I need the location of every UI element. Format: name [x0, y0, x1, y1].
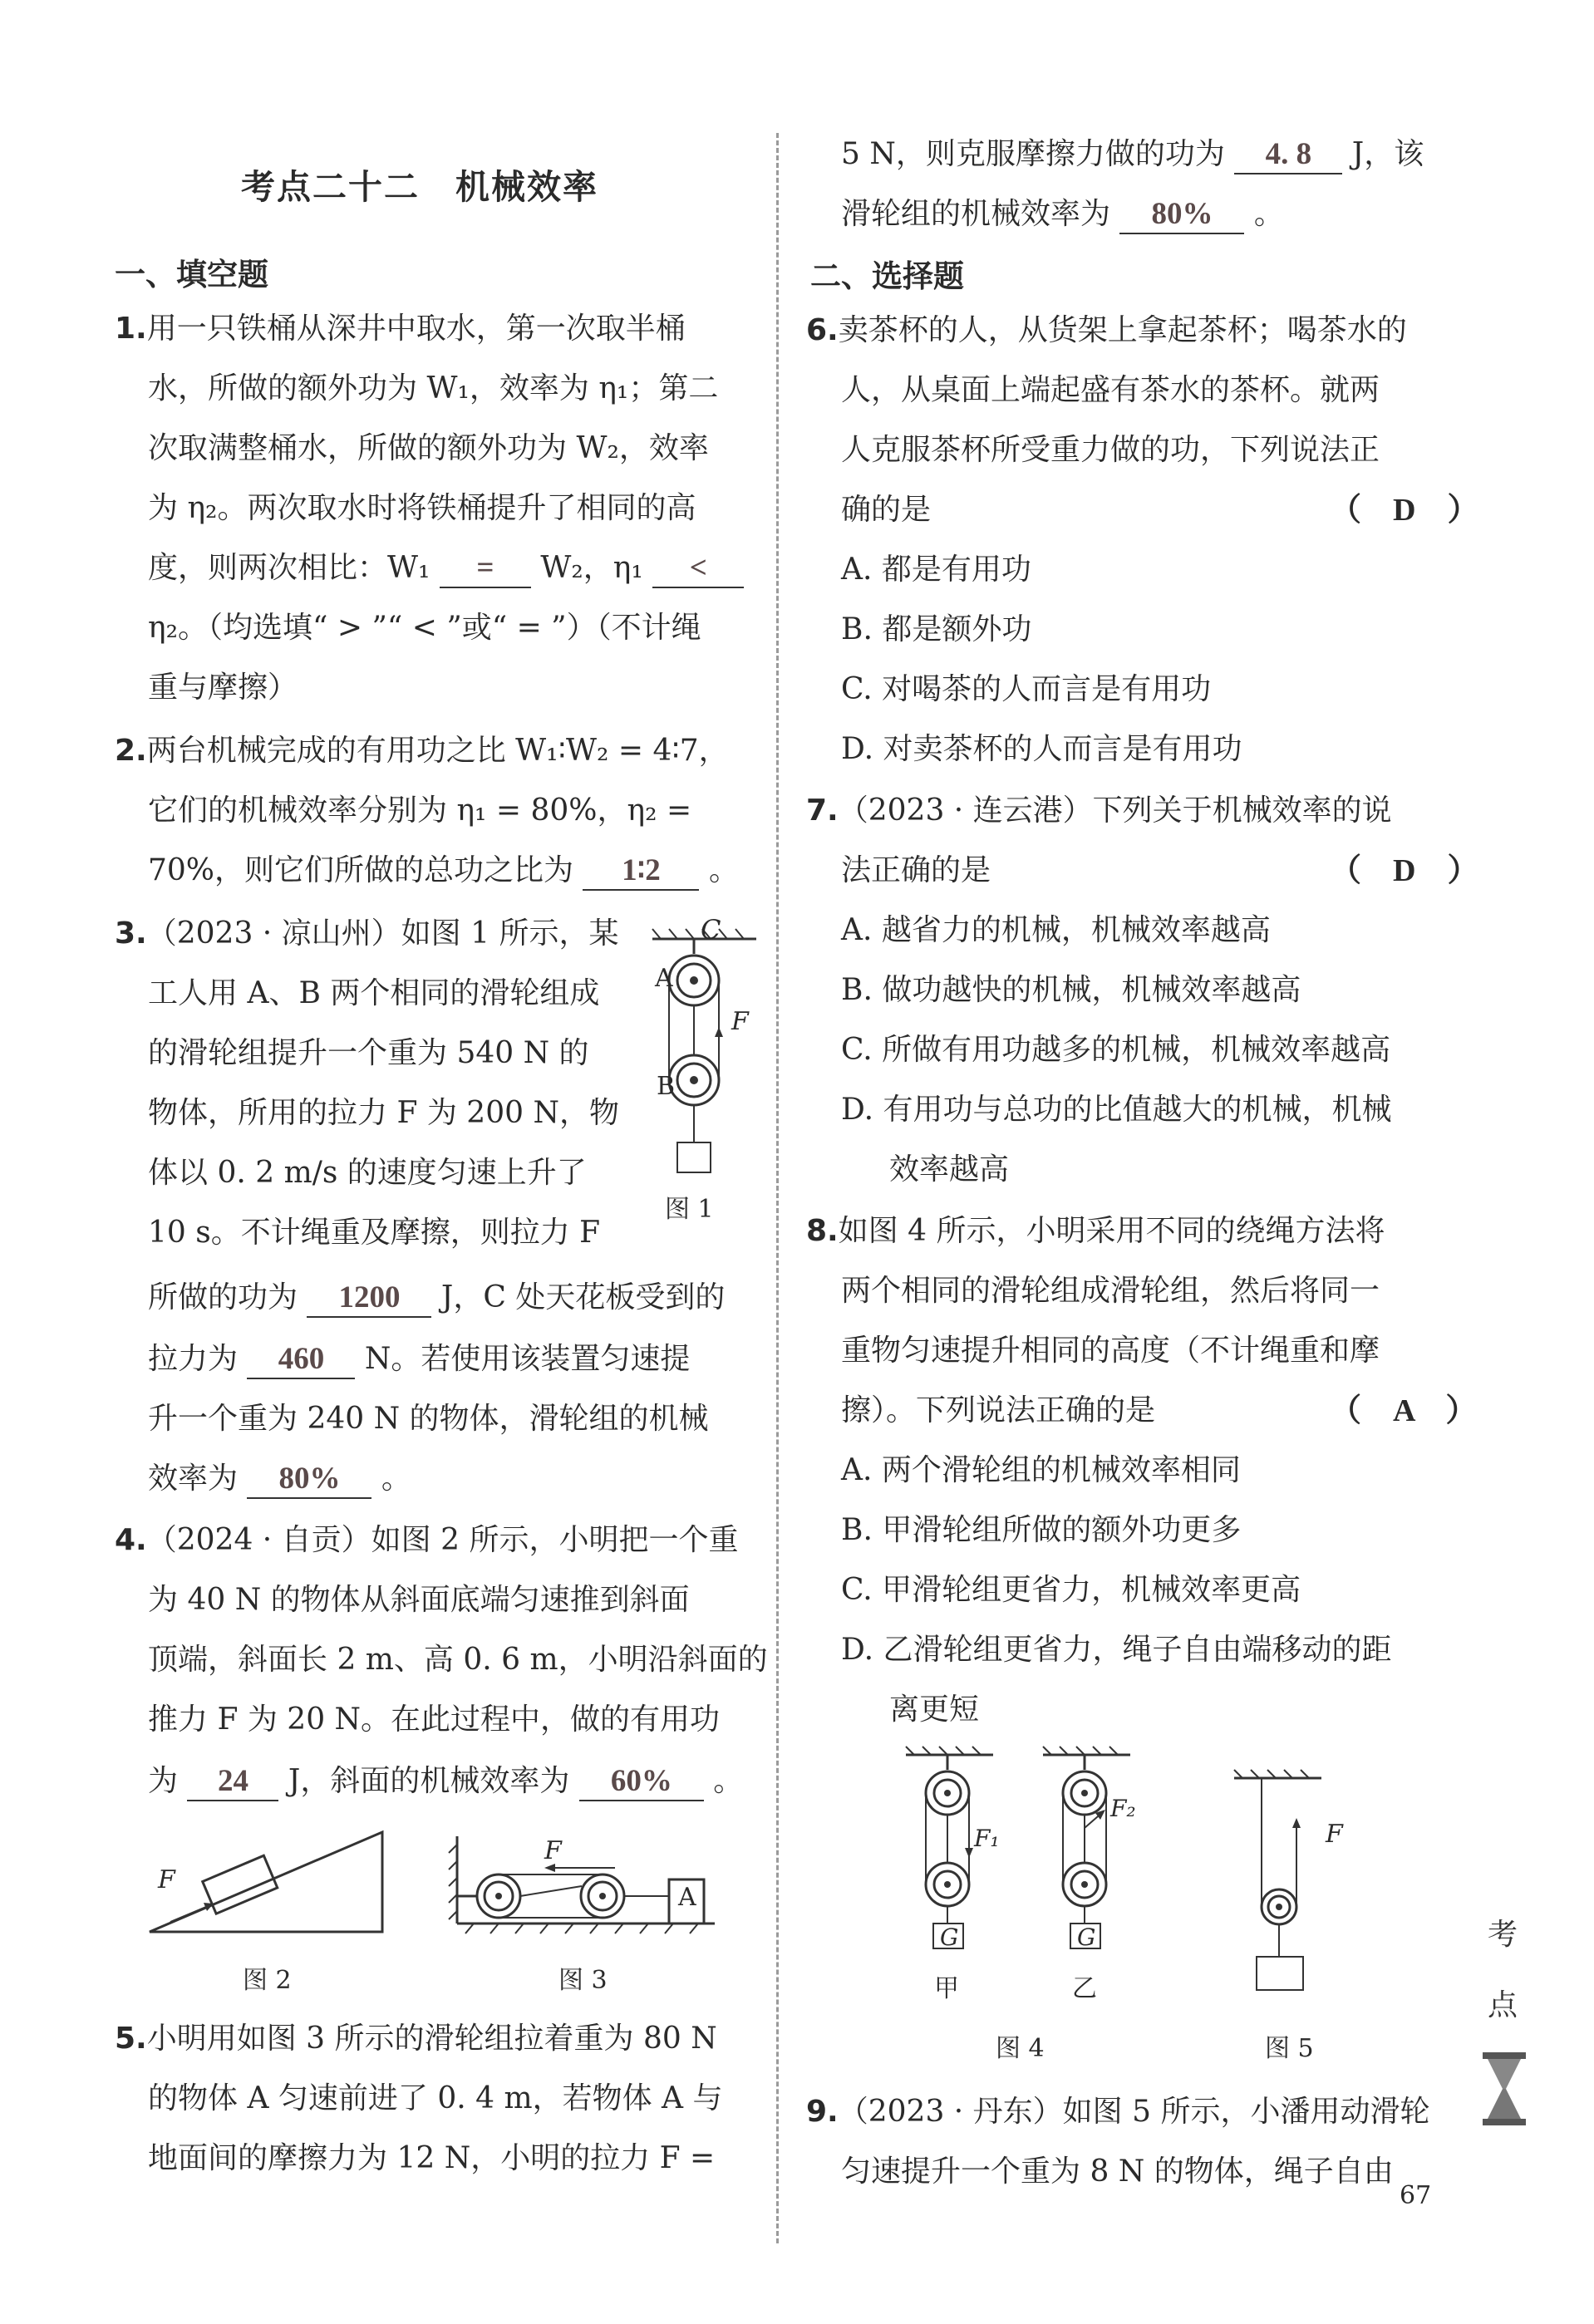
q6-line2: 人，从桌面上端起盛有茶水的茶杯。就两	[841, 373, 1380, 407]
hourglass-icon	[1481, 2051, 1528, 2127]
q4-line3: 顶端，斜面长 2 m、高 0. 6 m，小明沿斜面的	[148, 1643, 768, 1677]
q6-option-c: C. 对喝茶的人而言是有用功	[841, 672, 1212, 706]
side-tab-char-2: 点	[1488, 1988, 1518, 2022]
column-divider	[776, 133, 779, 2243]
q1-line1: 用一只铁桶从深井中取水，第一次取半桶	[146, 312, 686, 346]
q2-line3a: 70%，则它们所做的总功之比为	[148, 853, 574, 887]
q4-answer-1: 24	[187, 1763, 278, 1801]
figure-1-pulley	[648, 914, 765, 1196]
q4-line5c: 。	[713, 1764, 744, 1798]
figure-1-label-f: F	[731, 1007, 749, 1036]
q3-line7a: 所做的功为	[148, 1280, 298, 1314]
q3-line10a: 效率为	[148, 1462, 239, 1496]
q9-number: 9.	[806, 2095, 839, 2129]
q6-line4: 确的是	[841, 493, 932, 527]
figure-2-incline	[145, 1824, 395, 1940]
q8-line1: 如图 4 所示，小明采用不同的绕绳方法将	[838, 1214, 1385, 1248]
q1-answer-1: =	[440, 550, 531, 588]
q5-answer-1: 4. 8	[1234, 136, 1342, 174]
q1-line7: 重与摩擦）	[148, 671, 298, 705]
q5-line3: 地面间的摩擦力为 12 N，小明的拉力 F =	[148, 2141, 716, 2175]
q6-number: 6.	[806, 313, 839, 347]
q3-line5: 体以 0. 2 m/s 的速度匀速上升了	[148, 1156, 587, 1190]
q8-option-a: A. 两个滑轮组的机械效率相同	[841, 1453, 1241, 1487]
q7-option-c: C. 所做有用功越多的机械，机械效率越高	[841, 1033, 1391, 1067]
q2-line1: 两台机械完成的有用功之比 W₁∶W₂ = 4∶7，	[146, 734, 729, 768]
figure-4-f1-label: F₁	[974, 1825, 1000, 1852]
figure-2-label-f: F	[158, 1865, 175, 1894]
figure-5-caption: 图 5	[1265, 2034, 1314, 2063]
figure-4-yi-caption: 乙	[1072, 1974, 1097, 2003]
q1-line6: η₂。（均选填“ > ”“ < ”或“ = ”）（不计绳	[148, 611, 701, 645]
q3-line1: （2023 · 凉山州）如图 1 所示，某	[146, 916, 619, 951]
q1-line4: 为 η₂。两次取水时将铁桶提升了相同的高	[148, 491, 696, 525]
q6-option-d: D. 对卖茶杯的人而言是有用功	[841, 732, 1242, 766]
q5-line1: 小明用如图 3 所示的滑轮组拉着重为 80 N	[146, 2022, 717, 2056]
q4-answer-2: 60%	[579, 1763, 704, 1801]
q2-answer-1: 1∶2	[583, 852, 699, 891]
q6-line3: 人克服茶杯所受重力做的功，下列说法正	[841, 433, 1380, 467]
q7-option-a: A. 越省力的机械，机械效率越高	[841, 913, 1271, 947]
q1-line3: 次取满整桶水，所做的额外功为 W₂，效率	[148, 431, 709, 465]
q4-line5a: 为	[148, 1764, 179, 1798]
q4-number: 4.	[115, 1523, 147, 1557]
q5-line5a: 滑轮组的机械效率为	[841, 197, 1111, 231]
q2-number: 2.	[115, 734, 147, 768]
q3-answer-3: 80%	[247, 1461, 371, 1499]
q6-answer: （ D ）	[1330, 493, 1479, 528]
figure-2-caption: 图 2	[243, 1966, 292, 1995]
q3-line8a: 拉力为	[148, 1342, 239, 1376]
q9-line1: （2023 · 丹东）如图 5 所示，小潘用动滑轮	[838, 2095, 1430, 2129]
figure-3-caption: 图 3	[558, 1966, 608, 1995]
q9-line2: 匀速提升一个重为 8 N 的物体，绳子自由	[841, 2154, 1394, 2189]
q1-line5b: W₂，η₁	[540, 551, 643, 585]
q3-line4: 物体，所用的拉力 F 为 200 N，物	[148, 1096, 619, 1130]
q3-line2: 工人用 A、B 两个相同的滑轮组成	[148, 976, 600, 1010]
q4-line5b: J，斜面的机械效率为	[288, 1764, 570, 1798]
section-fill-in: 一、填空题	[115, 257, 268, 292]
q8-option-d-cont: 离更短	[889, 1693, 980, 1727]
q6-option-a: A. 都是有用功	[841, 553, 1031, 587]
q3-answer-2: 460	[247, 1341, 355, 1379]
figure-1-label-c: C	[701, 914, 721, 946]
q1-line5a: 度，则两次相比：W₁	[148, 551, 430, 585]
q3-answer-1: 1200	[307, 1280, 431, 1318]
figure-4-jia-g-label: G	[940, 1924, 959, 1951]
q7-number: 7.	[806, 794, 839, 828]
q3-line8b: N。若使用该装置匀速提	[364, 1342, 691, 1376]
page-title: 考点二十二 机械效率	[241, 167, 598, 207]
q3-line7b: J，C 处天花板受到的	[440, 1280, 726, 1314]
q3-line10b: 。	[381, 1462, 411, 1496]
q8-line3: 重物匀速提升相同的高度（不计绳重和摩	[841, 1334, 1380, 1368]
figure-4-f2-label: F₂	[1110, 1795, 1136, 1822]
figure-4-yi-g-label: G	[1077, 1924, 1096, 1951]
figure-3-horizontal-pulley	[449, 1828, 715, 1936]
q4-line2: 为 40 N 的物体从斜面底端匀速推到斜面	[148, 1583, 690, 1617]
q8-line4: 擦）。下列说法正确的是	[841, 1393, 1156, 1427]
section-choice: 二、选择题	[810, 258, 964, 294]
q6-option-b: B. 都是额外功	[841, 612, 1032, 646]
q5-number: 5.	[115, 2022, 147, 2056]
q7-line1: （2023 · 连云港）下列关于机械效率的说	[838, 794, 1392, 828]
q8-number: 8.	[806, 1214, 839, 1248]
q1-answer-2: <	[652, 550, 744, 588]
figure-4-jia-caption: 甲	[934, 1974, 959, 2003]
figure-5-movable-pulley	[1230, 1770, 1338, 2002]
q5-line5b: 。	[1253, 197, 1284, 231]
q2-line3b: 。	[708, 853, 739, 887]
figure-5-f-label: F	[1326, 1820, 1343, 1849]
figure-1-label-b: B	[657, 1072, 676, 1101]
q3-line6: 10 s。不计绳重及摩擦，则拉力 F	[148, 1216, 601, 1250]
q1-number: 1.	[115, 312, 147, 346]
q2-line2: 它们的机械效率分别为 η₁ = 80%，η₂ =	[148, 794, 692, 828]
q5-answer-2: 80%	[1119, 196, 1244, 234]
q8-option-c: C. 甲滑轮组更省力，机械效率更高	[841, 1573, 1301, 1607]
q7-option-d: D. 有用功与总功的比值越大的机械，机械	[841, 1093, 1392, 1127]
q5-line4a: 5 N，则克服摩擦力做的功为	[841, 137, 1225, 171]
page-number: 67	[1400, 2181, 1432, 2210]
q8-answer: （ A ）	[1330, 1393, 1478, 1428]
q8-option-b: B. 甲滑轮组所做的额外功更多	[841, 1513, 1242, 1547]
q1-line2: 水，所做的额外功为 W₁，效率为 η₁；第二	[148, 371, 719, 405]
figure-3-label-f: F	[544, 1836, 562, 1865]
figure-4-caption: 图 4	[996, 2034, 1045, 2063]
q5-line2: 的物体 A 匀速前进了 0. 4 m，若物体 A 与	[148, 2081, 723, 2115]
q7-option-b: B. 做功越快的机械，机械效率越高	[841, 973, 1301, 1007]
figure-3-label-a: A	[678, 1883, 696, 1912]
q7-answer: （ D ）	[1330, 853, 1479, 888]
q8-option-d: D. 乙滑轮组更省力，绳子自由端移动的距	[841, 1633, 1392, 1667]
q6-line1: 卖茶杯的人，从货架上拿起茶杯；喝茶水的	[838, 313, 1407, 347]
q5-line4b: J，该	[1351, 137, 1424, 171]
q8-line2: 两个相同的滑轮组成滑轮组，然后将同一	[841, 1274, 1380, 1308]
q3-line3: 的滑轮组提升一个重为 540 N 的	[148, 1036, 589, 1070]
figure-1-label-a: A	[655, 964, 673, 993]
q3-line9: 升一个重为 240 N 的物体，滑轮组的机械	[148, 1402, 709, 1436]
q7-option-d-cont: 效率越高	[889, 1152, 1010, 1187]
q3-number: 3.	[115, 916, 147, 951]
side-tab-char-1: 考	[1488, 1918, 1518, 1952]
figure-1-caption: 图 1	[665, 1195, 714, 1224]
q4-line4: 推力 F 为 20 N。在此过程中，做的有用功	[148, 1702, 721, 1737]
q7-line2: 法正确的是	[841, 853, 991, 887]
q4-line1: （2024 · 自贡）如图 2 所示，小明把一个重	[146, 1523, 739, 1557]
